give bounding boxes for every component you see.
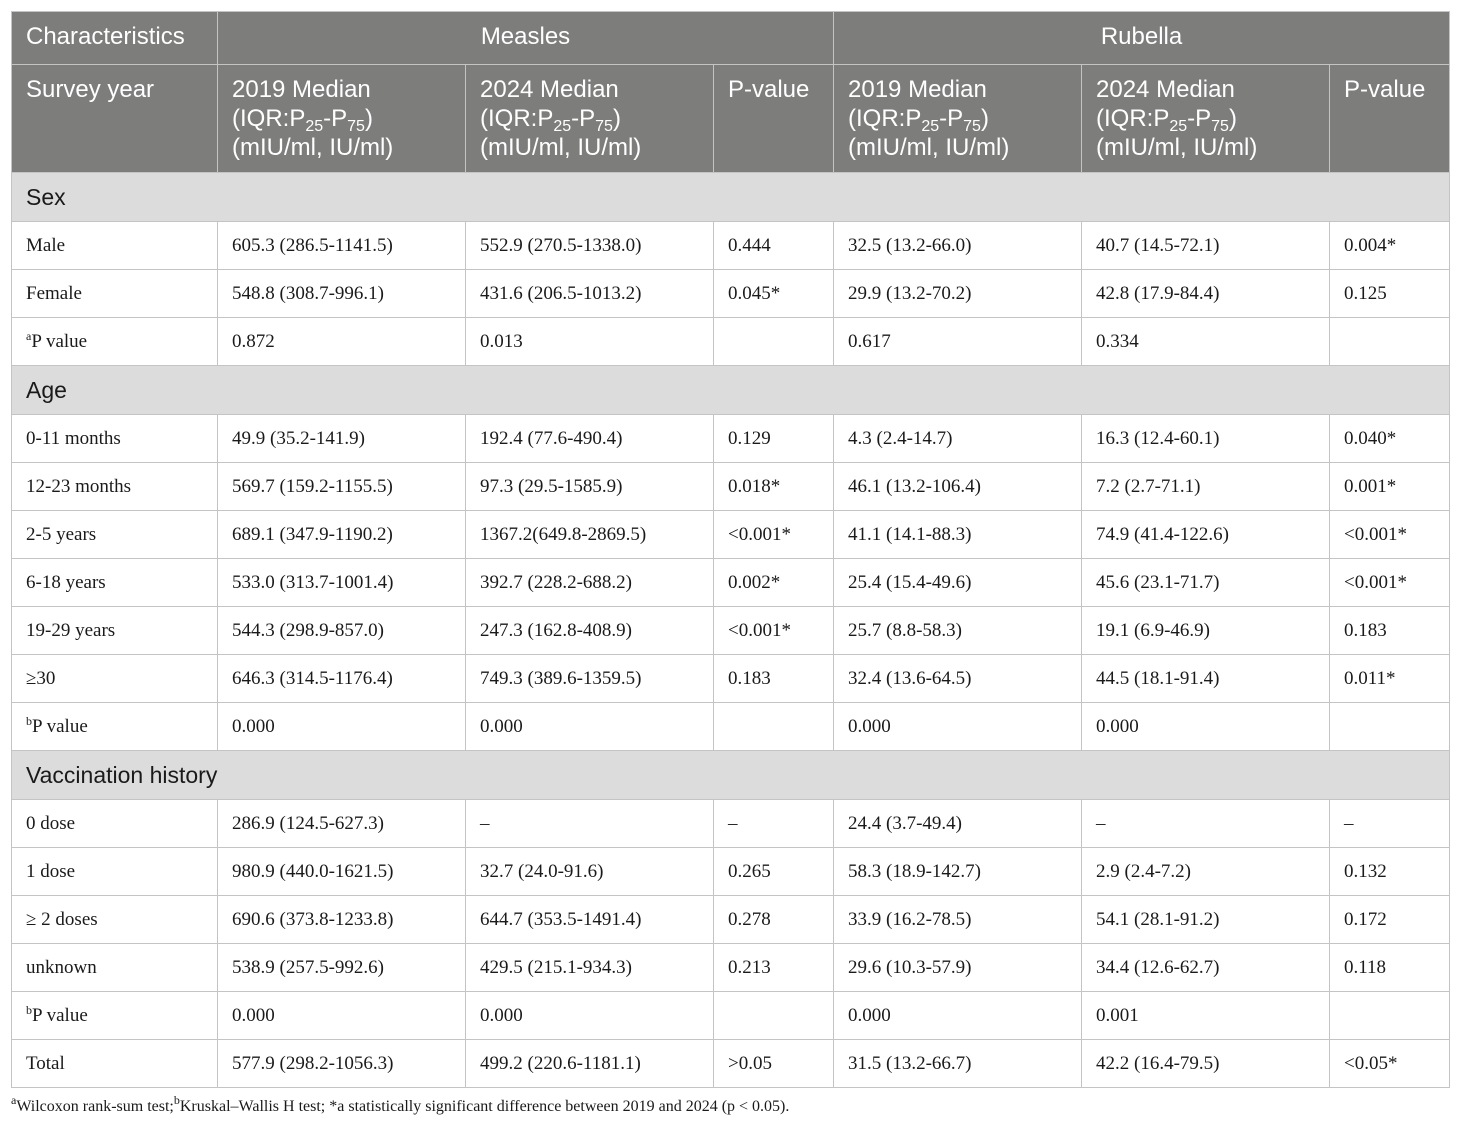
table-cell: 0.000: [834, 703, 1082, 751]
table-cell: 97.3 (29.5-1585.9): [466, 463, 714, 511]
table-cell: 690.6 (373.8-1233.8): [218, 896, 466, 944]
table-cell: 29.6 (10.3-57.9): [834, 944, 1082, 992]
table-cell: 32.5 (13.2-66.0): [834, 222, 1082, 270]
table-cell: –: [466, 800, 714, 848]
section-label: Vaccination history: [12, 751, 1450, 800]
table-cell: 0.004*: [1330, 222, 1450, 270]
table-row: [12, 415, 1450, 463]
table-cell: 499.2 (220.6-1181.1): [466, 1040, 714, 1088]
table-cell: 646.3 (314.5-1176.4): [218, 655, 466, 703]
table-cell: 0.132: [1330, 848, 1450, 896]
header-measles: Measles: [218, 12, 834, 65]
table-cell: –: [1082, 800, 1330, 848]
row-label: 19-29 years: [12, 607, 218, 655]
table-cell: 34.4 (12.6-62.7): [1082, 944, 1330, 992]
header-survey-year: Survey year: [12, 65, 218, 173]
row-label: 12-23 months: [12, 463, 218, 511]
table-cell: 31.5 (13.2-66.7): [834, 1040, 1082, 1088]
table-cell: 0.000: [466, 703, 714, 751]
table-cell: 0.001: [1082, 992, 1330, 1040]
table-row: [12, 703, 1450, 751]
table-cell: 42.8 (17.9-84.4): [1082, 270, 1330, 318]
table-cell: [1330, 703, 1450, 751]
table-cell: 0.334: [1082, 318, 1330, 366]
table-cell: 1367.2(649.8-2869.5): [466, 511, 714, 559]
table-cell: [1330, 318, 1450, 366]
table-cell: 552.9 (270.5-1338.0): [466, 222, 714, 270]
row-label: 6-18 years: [12, 559, 218, 607]
table-cell: 0.001*: [1330, 463, 1450, 511]
table-row: [12, 607, 1450, 655]
table-cell: 0.129: [714, 415, 834, 463]
table-cell: 40.7 (14.5-72.1): [1082, 222, 1330, 270]
header-row-columns: [12, 65, 1450, 173]
table-cell: 544.3 (298.9-857.0): [218, 607, 466, 655]
table-row: [12, 463, 1450, 511]
table-row: [12, 222, 1450, 270]
section-row-age: [12, 366, 1450, 415]
table-row: [12, 270, 1450, 318]
table-cell: 32.4 (13.6-64.5): [834, 655, 1082, 703]
header-rubella-2019: 2019 Median $(IQR:P_{25}-P_{75})$ (mIU/ml, IU/ml): [834, 65, 1082, 173]
table-cell: 286.9 (124.5-627.3): [218, 800, 466, 848]
row-label: $^b$P value: [12, 703, 218, 751]
table-cell: 0.172: [1330, 896, 1450, 944]
table-cell: [714, 992, 834, 1040]
table-cell: 0.011*: [1330, 655, 1450, 703]
table-cell: 0.000: [466, 992, 714, 1040]
table-cell: 533.0 (313.7-1001.4): [218, 559, 466, 607]
table-cell: 0.000: [834, 992, 1082, 1040]
table-cell: 2.9 (2.4-7.2): [1082, 848, 1330, 896]
header-rubella-2024: 2024 Median $(IQR:P_{25}-P_{75})$ (mIU/ml, IU/ml): [1082, 65, 1330, 173]
table-cell: 0.040*: [1330, 415, 1450, 463]
section-row-vaccination: [12, 751, 1450, 800]
table-cell: 0.183: [714, 655, 834, 703]
table-cell: 24.4 (3.7-49.4): [834, 800, 1082, 848]
row-label: ≥ 2 doses: [12, 896, 218, 944]
table-cell: 29.9 (13.2-70.2): [834, 270, 1082, 318]
table-cell: 19.1 (6.9-46.9): [1082, 607, 1330, 655]
row-label: 2-5 years: [12, 511, 218, 559]
table-row: [12, 800, 1450, 848]
table-cell: 0.125: [1330, 270, 1450, 318]
table-cell: 0.444: [714, 222, 834, 270]
header-rubella: Rubella: [834, 12, 1450, 65]
header-measles-2019: 2019 Median $(IQR:P_{25}-P_{75})$ (mIU/ml, IU/ml): [218, 65, 466, 173]
table-cell: 247.3 (162.8-408.9): [466, 607, 714, 655]
table-cell: 7.2 (2.7-71.1): [1082, 463, 1330, 511]
table-cell: 33.9 (16.2-78.5): [834, 896, 1082, 944]
table-row: [12, 896, 1450, 944]
table-cell: 0.213: [714, 944, 834, 992]
table-cell: [714, 703, 834, 751]
table-cell: 0.617: [834, 318, 1082, 366]
table-cell: <0.001*: [714, 607, 834, 655]
table-cell: 25.4 (15.4-49.6): [834, 559, 1082, 607]
header-measles-2024: 2024 Median $(IQR:P_{25}-P_{75})$ (mIU/ml, IU/ml): [466, 65, 714, 173]
table-cell: 548.8 (308.7-996.1): [218, 270, 466, 318]
table-cell: <0.001*: [714, 511, 834, 559]
table-footnote: $^a$Wilcoxon rank-sum test;$^b$Kruskal–Wallis H test; *a statistically significant difference between 2019 and 2024 (p < 0.05).: [11, 1093, 790, 1115]
section-row-sex: [12, 173, 1450, 222]
table-cell: <0.001*: [1330, 511, 1450, 559]
row-label: $^b$P value: [12, 992, 218, 1040]
table-row: [12, 992, 1450, 1040]
table-cell: 689.1 (347.9-1190.2): [218, 511, 466, 559]
table-cell: 16.3 (12.4-60.1): [1082, 415, 1330, 463]
row-label: unknown: [12, 944, 218, 992]
data-table-container: [11, 11, 1449, 1088]
table-cell: 0.000: [218, 703, 466, 751]
table-cell: 0.000: [1082, 703, 1330, 751]
table-cell: 45.6 (23.1-71.7): [1082, 559, 1330, 607]
table-cell: 0.002*: [714, 559, 834, 607]
table-cell: 0.045*: [714, 270, 834, 318]
table-cell: [714, 318, 834, 366]
table-cell: 58.3 (18.9-142.7): [834, 848, 1082, 896]
table-row: [12, 511, 1450, 559]
row-label: $^a$P value: [12, 318, 218, 366]
table-row: [12, 318, 1450, 366]
table-cell: 46.1 (13.2-106.4): [834, 463, 1082, 511]
row-label: 1 dose: [12, 848, 218, 896]
table-cell: –: [714, 800, 834, 848]
row-label: ≥30: [12, 655, 218, 703]
table-cell: 74.9 (41.4-122.6): [1082, 511, 1330, 559]
table-cell: 42.2 (16.4-79.5): [1082, 1040, 1330, 1088]
table-cell: 44.5 (18.1-91.4): [1082, 655, 1330, 703]
table-cell: 0.872: [218, 318, 466, 366]
row-label: 0-11 months: [12, 415, 218, 463]
table-cell: <0.001*: [1330, 559, 1450, 607]
row-label: Total: [12, 1040, 218, 1088]
row-label: 0 dose: [12, 800, 218, 848]
section-label: Sex: [12, 173, 1450, 222]
header-rubella-pvalue: P-value: [1330, 65, 1450, 173]
table-row: [12, 559, 1450, 607]
table-cell: 538.9 (257.5-992.6): [218, 944, 466, 992]
table-cell: 644.7 (353.5-1491.4): [466, 896, 714, 944]
table-cell: 0.018*: [714, 463, 834, 511]
antibody-table: [11, 11, 1450, 1088]
table-row: [12, 848, 1450, 896]
table-cell: 192.4 (77.6-490.4): [466, 415, 714, 463]
table-cell: 4.3 (2.4-14.7): [834, 415, 1082, 463]
table-row: [12, 1040, 1450, 1088]
table-cell: 41.1 (14.1-88.3): [834, 511, 1082, 559]
row-label: Male: [12, 222, 218, 270]
table-cell: 0.013: [466, 318, 714, 366]
table-cell: –: [1330, 800, 1450, 848]
header-row-groups: [12, 12, 1450, 65]
table-cell: >0.05: [714, 1040, 834, 1088]
header-measles-pvalue: P-value: [714, 65, 834, 173]
table-cell: 49.9 (35.2-141.9): [218, 415, 466, 463]
table-cell: 577.9 (298.2-1056.3): [218, 1040, 466, 1088]
table-cell: 392.7 (228.2-688.2): [466, 559, 714, 607]
table-cell: 429.5 (215.1-934.3): [466, 944, 714, 992]
section-label: Age: [12, 366, 1450, 415]
table-cell: 980.9 (440.0-1621.5): [218, 848, 466, 896]
table-cell: 569.7 (159.2-1155.5): [218, 463, 466, 511]
header-characteristics: Characteristics: [12, 12, 218, 65]
table-cell: <0.05*: [1330, 1040, 1450, 1088]
table-cell: 54.1 (28.1-91.2): [1082, 896, 1330, 944]
table-cell: 25.7 (8.8-58.3): [834, 607, 1082, 655]
table-cell: 0.278: [714, 896, 834, 944]
table-cell: 32.7 (24.0-91.6): [466, 848, 714, 896]
table-row: [12, 655, 1450, 703]
table-cell: 749.3 (389.6-1359.5): [466, 655, 714, 703]
table-row: [12, 944, 1450, 992]
table-cell: 431.6 (206.5-1013.2): [466, 270, 714, 318]
table-cell: 0.118: [1330, 944, 1450, 992]
table-cell: [1330, 992, 1450, 1040]
table-cell: 0.265: [714, 848, 834, 896]
table-cell: 605.3 (286.5-1141.5): [218, 222, 466, 270]
table-cell: 0.000: [218, 992, 466, 1040]
table-cell: 0.183: [1330, 607, 1450, 655]
row-label: Female: [12, 270, 218, 318]
